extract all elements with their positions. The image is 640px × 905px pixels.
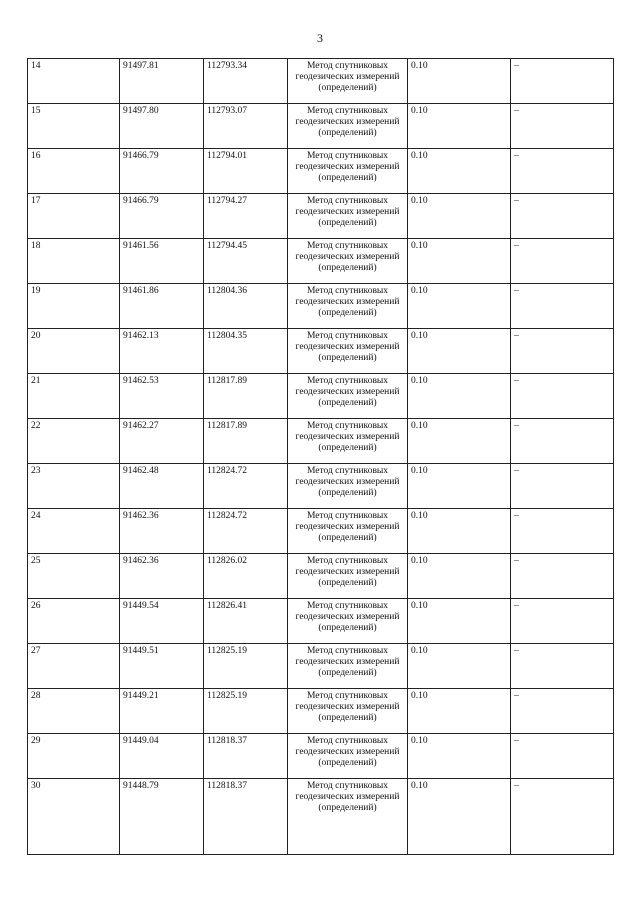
precision-cell: 0.10	[408, 329, 511, 374]
table-row	[28, 59, 614, 104]
table-row	[28, 284, 614, 329]
x-coordinate-cell: 91461.56	[120, 239, 204, 284]
description-cell: –	[511, 239, 614, 284]
table-row	[28, 239, 614, 284]
method-cell: Метод спутниковых геодезических измерений (определений)	[288, 734, 408, 779]
point-number-cell: 20	[28, 329, 120, 374]
point-number-cell: 24	[28, 509, 120, 554]
y-coordinate-cell: 112793.07	[204, 104, 288, 149]
y-coordinate-cell: 112824.72	[204, 464, 288, 509]
y-coordinate-cell: 112825.19	[204, 689, 288, 734]
description-cell: –	[511, 599, 614, 644]
method-cell: Метод спутниковых геодезических измерений (определений)	[288, 194, 408, 239]
description-cell: –	[511, 779, 614, 855]
method-cell: Метод спутниковых геодезических измерений (определений)	[288, 509, 408, 554]
table-row	[28, 554, 614, 599]
y-coordinate-cell: 112818.37	[204, 734, 288, 779]
point-number-cell: 17	[28, 194, 120, 239]
y-coordinate-cell: 112817.89	[204, 419, 288, 464]
y-coordinate-cell: 112826.02	[204, 554, 288, 599]
precision-cell: 0.10	[408, 644, 511, 689]
y-coordinate-cell: 112804.35	[204, 329, 288, 374]
precision-cell: 0.10	[408, 194, 511, 239]
x-coordinate-cell: 91497.80	[120, 104, 204, 149]
description-cell: –	[511, 194, 614, 239]
method-cell: Метод спутниковых геодезических измерений (определений)	[288, 644, 408, 689]
table-row	[28, 149, 614, 194]
description-cell: –	[511, 734, 614, 779]
y-coordinate-cell: 112794.45	[204, 239, 288, 284]
precision-cell: 0.10	[408, 689, 511, 734]
x-coordinate-cell: 91449.51	[120, 644, 204, 689]
description-cell: –	[511, 509, 614, 554]
point-number-cell: 15	[28, 104, 120, 149]
description-cell: –	[511, 689, 614, 734]
x-coordinate-cell: 91449.21	[120, 689, 204, 734]
description-cell: –	[511, 464, 614, 509]
table-row	[28, 329, 614, 374]
x-coordinate-cell: 91461.86	[120, 284, 204, 329]
description-cell: –	[511, 284, 614, 329]
method-cell: Метод спутниковых геодезических измерений (определений)	[288, 599, 408, 644]
y-coordinate-cell: 112826.41	[204, 599, 288, 644]
x-coordinate-cell: 91462.36	[120, 554, 204, 599]
description-cell: –	[511, 554, 614, 599]
y-coordinate-cell: 112794.27	[204, 194, 288, 239]
method-cell: Метод спутниковых геодезических измерений (определений)	[288, 329, 408, 374]
coordinates-table	[27, 58, 614, 855]
x-coordinate-cell: 91462.48	[120, 464, 204, 509]
point-number-cell: 27	[28, 644, 120, 689]
method-cell: Метод спутниковых геодезических измерений (определений)	[288, 374, 408, 419]
x-coordinate-cell: 91497.81	[120, 59, 204, 104]
y-coordinate-cell: 112817.89	[204, 374, 288, 419]
point-number-cell: 28	[28, 689, 120, 734]
description-cell: –	[511, 104, 614, 149]
precision-cell: 0.10	[408, 509, 511, 554]
point-number-cell: 26	[28, 599, 120, 644]
precision-cell: 0.10	[408, 149, 511, 194]
x-coordinate-cell: 91449.54	[120, 599, 204, 644]
description-cell: –	[511, 59, 614, 104]
table-row	[28, 104, 614, 149]
x-coordinate-cell: 91462.36	[120, 509, 204, 554]
precision-cell: 0.10	[408, 59, 511, 104]
point-number-cell: 19	[28, 284, 120, 329]
table-row	[28, 419, 614, 464]
point-number-cell: 14	[28, 59, 120, 104]
table-row	[28, 599, 614, 644]
x-coordinate-cell: 91449.04	[120, 734, 204, 779]
point-number-cell: 18	[28, 239, 120, 284]
x-coordinate-cell: 91462.27	[120, 419, 204, 464]
description-cell: –	[511, 149, 614, 194]
table-row	[28, 689, 614, 734]
table-body	[28, 59, 614, 855]
table-row	[28, 734, 614, 779]
description-cell: –	[511, 374, 614, 419]
method-cell: Метод спутниковых геодезических измерений (определений)	[288, 104, 408, 149]
point-number-cell: 16	[28, 149, 120, 194]
y-coordinate-cell: 112825.19	[204, 644, 288, 689]
method-cell: Метод спутниковых геодезических измерений (определений)	[288, 149, 408, 194]
method-cell: Метод спутниковых геодезических измерений (определений)	[288, 59, 408, 104]
precision-cell: 0.10	[408, 599, 511, 644]
table-row	[28, 194, 614, 239]
method-cell: Метод спутниковых геодезических измерений (определений)	[288, 554, 408, 599]
precision-cell: 0.10	[408, 464, 511, 509]
precision-cell: 0.10	[408, 419, 511, 464]
method-cell: Метод спутниковых геодезических измерений (определений)	[288, 779, 408, 855]
y-coordinate-cell: 112804.36	[204, 284, 288, 329]
precision-cell: 0.10	[408, 239, 511, 284]
precision-cell: 0.10	[408, 374, 511, 419]
table-row	[28, 509, 614, 554]
point-number-cell: 23	[28, 464, 120, 509]
method-cell: Метод спутниковых геодезических измерений (определений)	[288, 284, 408, 329]
x-coordinate-cell: 91448.79	[120, 779, 204, 855]
method-cell: Метод спутниковых геодезических измерений (определений)	[288, 689, 408, 734]
y-coordinate-cell: 112793.34	[204, 59, 288, 104]
y-coordinate-cell: 112818.37	[204, 779, 288, 855]
precision-cell: 0.10	[408, 104, 511, 149]
description-cell: –	[511, 644, 614, 689]
table-row	[28, 644, 614, 689]
page-number: 3	[317, 31, 323, 45]
precision-cell: 0.10	[408, 734, 511, 779]
x-coordinate-cell: 91466.79	[120, 149, 204, 194]
x-coordinate-cell: 91462.53	[120, 374, 204, 419]
precision-cell: 0.10	[408, 779, 511, 855]
x-coordinate-cell: 91466.79	[120, 194, 204, 239]
table-row	[28, 779, 614, 855]
point-number-cell: 30	[28, 779, 120, 855]
table-row	[28, 374, 614, 419]
point-number-cell: 22	[28, 419, 120, 464]
method-cell: Метод спутниковых геодезических измерений (определений)	[288, 239, 408, 284]
description-cell: –	[511, 419, 614, 464]
point-number-cell: 21	[28, 374, 120, 419]
table-row	[28, 464, 614, 509]
x-coordinate-cell: 91462.13	[120, 329, 204, 374]
y-coordinate-cell: 112824.72	[204, 509, 288, 554]
point-number-cell: 25	[28, 554, 120, 599]
y-coordinate-cell: 112794.01	[204, 149, 288, 194]
method-cell: Метод спутниковых геодезических измерений (определений)	[288, 464, 408, 509]
method-cell: Метод спутниковых геодезических измерений (определений)	[288, 419, 408, 464]
precision-cell: 0.10	[408, 554, 511, 599]
point-number-cell: 29	[28, 734, 120, 779]
precision-cell: 0.10	[408, 284, 511, 329]
description-cell: –	[511, 329, 614, 374]
